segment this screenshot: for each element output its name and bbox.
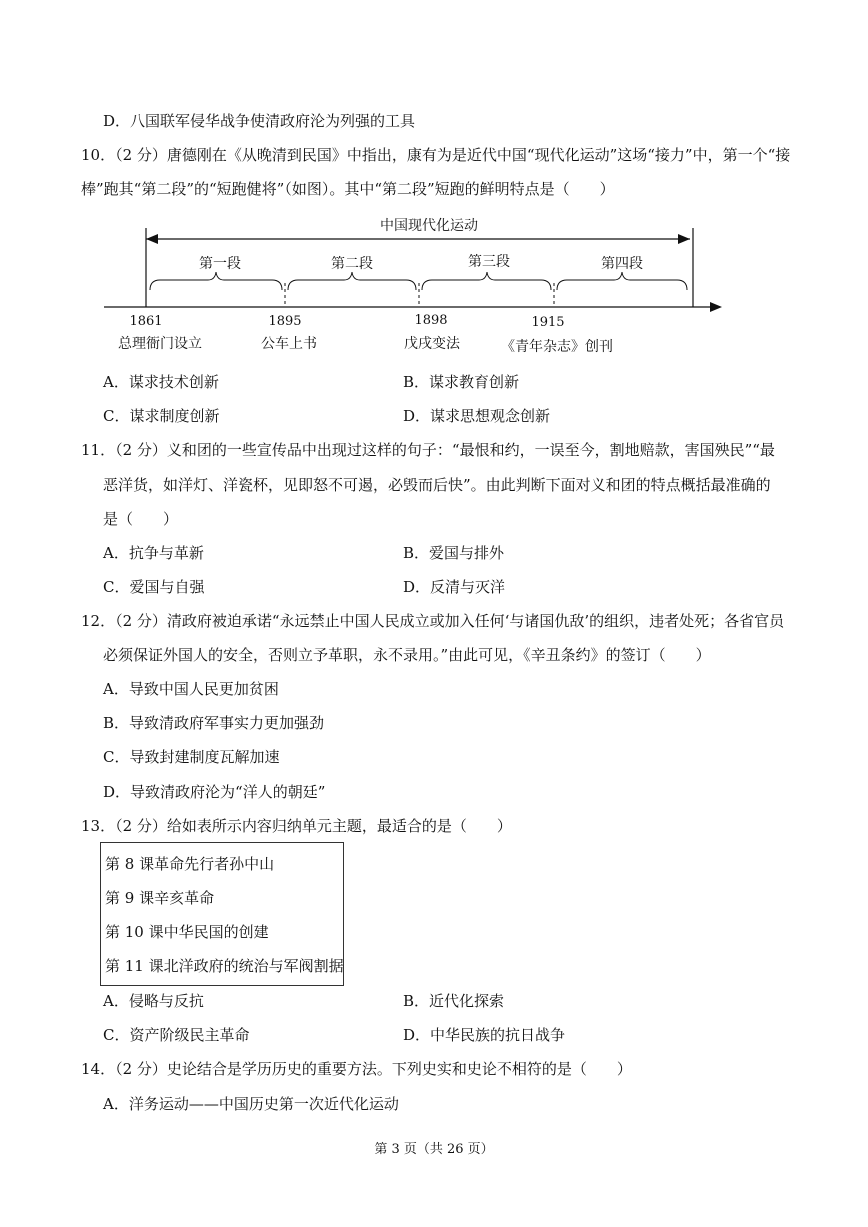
q12-stem-line1: 12．（2 分）清政府被迫承诺“永远禁止中国人民成立或加入任何‘与诸国仇敌’的组织，违者处死；各省官员 — [81, 612, 785, 630]
q13-option-b: B．近代化探索 — [403, 992, 505, 1010]
q13-option-c: C．资产阶级民主革命 — [103, 1026, 250, 1044]
year-1915: 1915 — [531, 315, 565, 330]
q11-option-b: B．爱国与排外 — [403, 544, 505, 562]
q12-option-b: B．导致清政府军事实力更加强劲 — [103, 714, 325, 732]
q12-option-c: C．导致封建制度瓦解加速 — [103, 748, 280, 766]
table-row: 第 11 课北洋政府的统治与军阀割据 — [105, 957, 344, 975]
q13-lesson-table — [100, 842, 344, 986]
event-4: 《青年杂志》创刊 — [501, 339, 613, 355]
q10-stem-line1: 10．（2 分）唐德刚在《从晚清到民国》中指出，康有为是近代中国“现代化运动”这场“接力”中，第一个“接 — [81, 146, 791, 164]
segment-label-3: 第三段 — [468, 254, 510, 270]
q10-option-c: C．谋求制度创新 — [103, 407, 220, 425]
year-1898: 1898 — [414, 313, 448, 328]
table-row: 第 10 课中华民国的创建 — [105, 923, 269, 941]
q11-option-a: A．抗争与革新 — [103, 544, 204, 562]
q11-option-d: D．反清与灭洋 — [403, 578, 506, 596]
year-1861: 1861 — [129, 314, 163, 329]
event-1: 总理衙门设立 — [118, 336, 202, 352]
segment-label-4: 第四段 — [601, 256, 643, 272]
event-2: 公车上书 — [261, 336, 317, 352]
q13-option-d: D．中华民族的抗日战争 — [403, 1026, 566, 1044]
q14-stem-line1: 14．（2 分）史论结合是学历历史的重要方法。下列史实和史论不相符的是（ ） — [81, 1060, 632, 1078]
segment-label-1: 第一段 — [199, 256, 241, 272]
year-1895: 1895 — [268, 314, 302, 329]
q12-option-a: A．导致中国人民更加贫困 — [103, 680, 279, 698]
q10-option-d: D．谋求思想观念创新 — [403, 407, 551, 425]
q11-stem-line2: 恶洋货，如洋灯、洋瓷杯，见即怒不可遏，必毁而后快”。由此判断下面对义和团的特点概括最准确的 — [103, 476, 771, 494]
q10-option-b: B．谋求教育创新 — [403, 373, 520, 391]
q14-option-a: A．洋务运动——中国历史第一次近代化运动 — [103, 1095, 399, 1113]
q11-stem-line1: 11．（2 分）义和团的一些宣传品中出现过这样的句子：“最恨和约，一误至今，割地赔款，害国殃民”“最 — [81, 441, 775, 459]
q13-option-a: A．侵略与反抗 — [103, 992, 204, 1010]
q11-option-c: C．爱国与自强 — [103, 578, 205, 596]
page-footer: 第 3 页（共 26 页） — [374, 1142, 494, 1157]
segment-label-2: 第二段 — [331, 256, 373, 272]
table-row: 第 9 课辛亥革命 — [105, 889, 215, 907]
q11-stem-line3: 是（ ） — [103, 510, 179, 528]
table-row: 第 8 课革命先行者孙中山 — [105, 855, 275, 873]
q10-stem-line2: 棒”跑其“第二段”的“短跑健将”（如图）。其中“第二段”短跑的鲜明特点是（ ） — [81, 180, 615, 198]
q9-option-d: D．八国联军侵华战争使清政府沦为列强的工具 — [103, 112, 416, 130]
q10-timeline-diagram — [0, 210, 868, 360]
q13-stem-line1: 13．（2 分）给如表所示内容归纳单元主题，最适合的是（ ） — [81, 817, 512, 835]
q12-option-d: D．导致清政府沦为“洋人的朝廷” — [103, 783, 326, 801]
q12-stem-line2: 必须保证外国人的安全，否则立予革职，永不录用。”由此可见，《辛丑条约》的签订（ ） — [103, 646, 711, 664]
event-3: 戊戌变法 — [404, 336, 460, 352]
timeline-title: 中国现代化运动 — [380, 218, 478, 234]
q10-option-a: A．谋求技术创新 — [103, 373, 219, 391]
